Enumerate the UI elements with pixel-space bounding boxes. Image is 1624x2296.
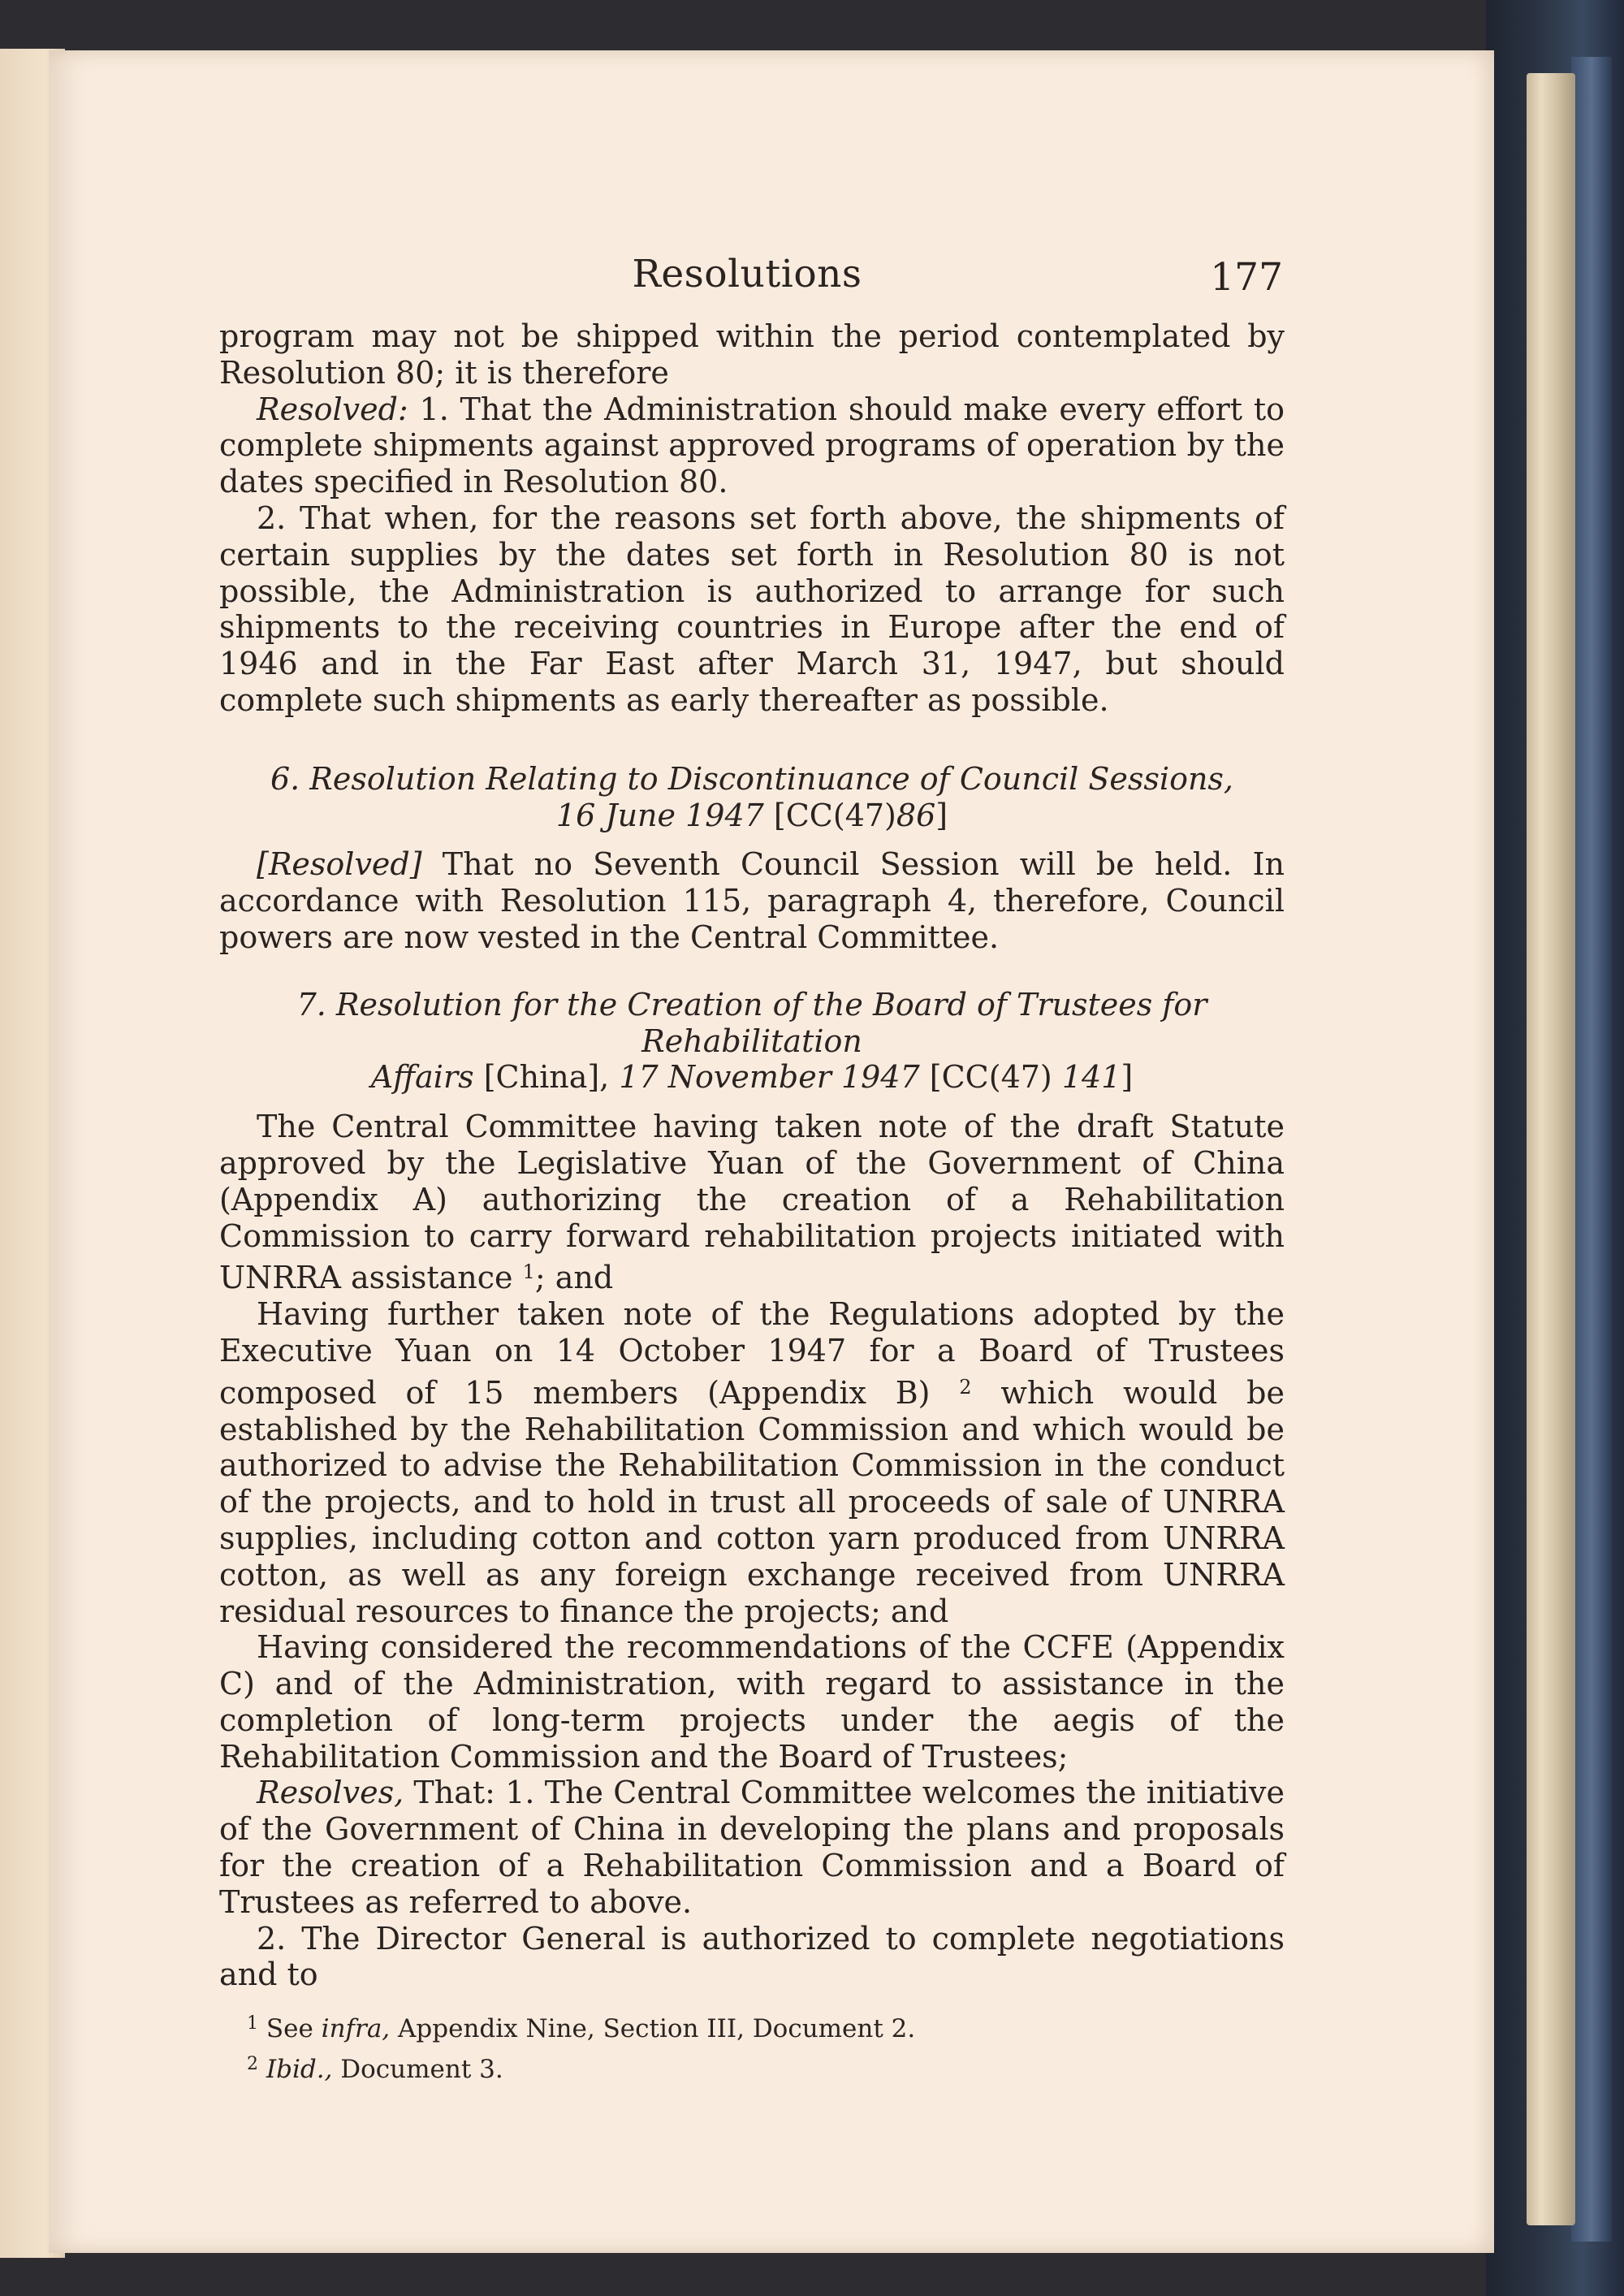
footnote-1: $^1$ See infra, Appendix Nine, Section III, Document 2. bbox=[247, 2013, 916, 2044]
page-number: 177 bbox=[1210, 255, 1283, 300]
page-header bbox=[211, 252, 1283, 309]
footnote-ref: 2 bbox=[959, 1375, 972, 1399]
paragraph: program may not be shipped within the period contemplated by Resolution 80; it is therefore bbox=[219, 318, 1285, 391]
paragraph: 2. The Director General is authorized to complete negotiations and to bbox=[219, 1920, 1285, 1993]
book-page bbox=[49, 50, 1494, 2253]
paragraph: [Resolved] That no Seventh Council Session will be held. In accordance with Resolution 115, paragraph 4, therefore, Council powers are now vested in the Central Committee. bbox=[219, 846, 1285, 955]
footnote-ref: 1 bbox=[522, 1260, 535, 1284]
paragraph: Having further taken note of the Regulations adopted by the Executive Yuan on 14 October 1947 for a Board of Trustees composed of 15 members (Appendix B) $^2$ which would be established by the Rehabilitation Commission and which would be authorized to advise the Rehabilitation Commission in the conduct of the projects, and to hold in trust all proceeds of sale of UNRRA supplies, including cotton and cotton yarn produced from UNRRA cotton, as well as any foreign exchange received from UNRRA residual resources to finance the projects; and bbox=[219, 1296, 1285, 1629]
paragraph: 2. That when, for the reasons set forth above, the shipments of certain supplies by the dates set forth in Resolution 80 is not possible, the Administration is authorized to arrange for such shipments to the receiving countries in Europe after the end of 1946 and in the Far East after March 31, 1947, but should complete such shipments as early thereafter as possible. bbox=[219, 499, 1285, 718]
page-block-edge bbox=[1527, 73, 1575, 2225]
book-cover-edge bbox=[1571, 57, 1612, 2242]
section-heading-6: 6. Resolution Relating to Discontinuance of Council Sessions, 16 June 1947 [CC(47)86] bbox=[270, 760, 1234, 833]
section-heading-7: 7. Resolution for the Creation of the Board of Trustees for Rehabilitation Affairs [China], 17 November 1947 [CC(47) 141] bbox=[296, 986, 1207, 1096]
footnotes bbox=[219, 2006, 1285, 2087]
paragraph: Resolves, That: 1. The Central Committee welcomes the initiative of the Government of China in developing the plans and proposals for the creation of a Rehabilitation Commission and a Board of Trustees as referred to above. bbox=[219, 1775, 1285, 1920]
footnote-2: $^2$ Ibid., Document 3. bbox=[247, 2054, 503, 2085]
paragraph: Resolved: 1. That the Administration should make every effort to complete shipments against approved programs of operation by the dates specified in Resolution 80. bbox=[219, 391, 1285, 500]
page-body bbox=[219, 318, 1285, 2087]
running-head: Resolutions bbox=[632, 252, 862, 296]
paragraph: The Central Committee having taken note of the draft Statute approved by the Legislative Yuan of the Government of China (Appendix A) authorizing the creation of a Rehabilitation Commission to carry forward rehabilitation projects initiated with UNRRA assistance $^1$; and bbox=[219, 1109, 1285, 1296]
paragraph: Having considered the recommendations of the CCFE (Appendix C) and of the Administration, with regard to assistance in the completion of long-term projects under the aegis of the Rehabilitation Commission and the Board of Trustees; bbox=[219, 1629, 1285, 1775]
